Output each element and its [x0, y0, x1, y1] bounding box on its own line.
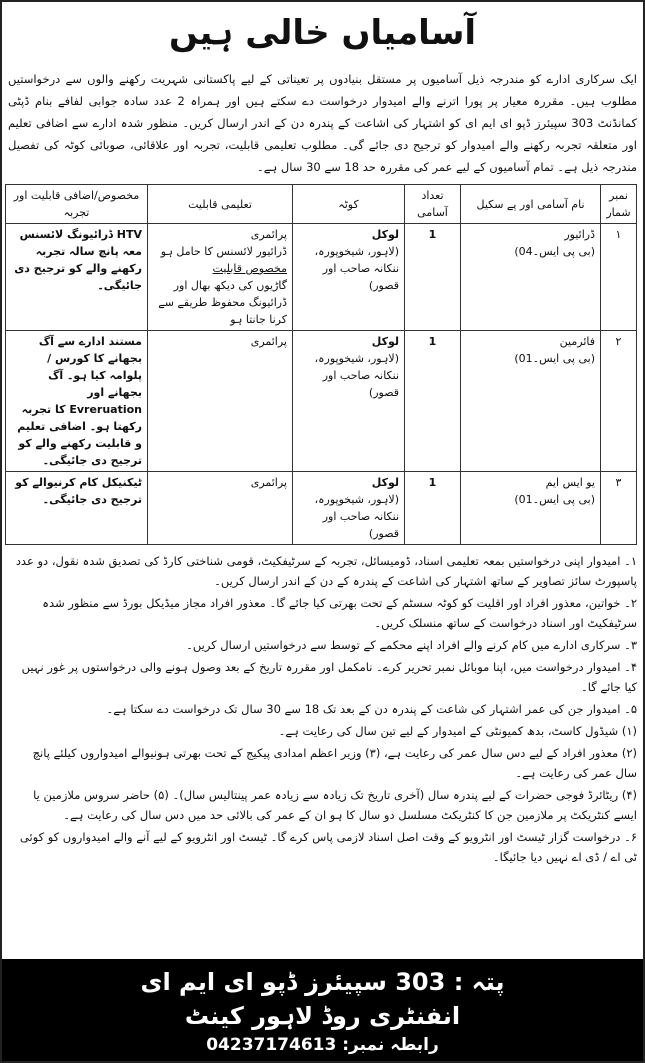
education-cell — [148, 224, 293, 331]
pay-scale: (بی پی ایس۔04) — [514, 245, 595, 258]
experience-cell: HTV ڈرائیونگ لائسنس معہ پانچ سالہ تجربہ رکھنے والے کو ترجیح دی جائیگی۔ — [6, 224, 148, 331]
quota-line: ننکانہ صاحب اور قصور) — [322, 510, 399, 540]
instruction-item: ۱۔ امیدوار اپنی درخواستیں بمعہ تعلیمی اسناد، ڈومیسائل، تجربہ کے سرٹیفکیٹ، قومی شناختی کارڈ کی تصدیق شدہ نقول، دو عدد پاسپورٹ سائز تصاویر کے ساتھ اشتہار کی اشاعت کے پندرہ کے دن کے اندر ارسال کریں۔ — [15, 554, 637, 588]
post-cell — [461, 224, 601, 331]
instruction-item: (۱) شیڈول کاسٹ، بدھ کمیونٹی کے امیدوار کے لیے تین سال کی رعایت ہے۔ — [278, 724, 637, 738]
address-line: پتہ : 303 سپیئرز ڈپو ای ایم ای — [140, 968, 505, 996]
education-line: پرائمری — [250, 335, 287, 348]
vacancies-table — [5, 184, 637, 545]
count-cell: 1 — [405, 224, 461, 331]
post-cell — [461, 472, 601, 545]
serial-cell: ۱ — [601, 224, 637, 331]
quota-cell — [293, 472, 405, 545]
pay-scale: (بی پی ایس۔01) — [514, 352, 595, 365]
education-line: پرائمری — [250, 228, 287, 241]
instruction-item: (۴) ریٹائرڈ فوجی حضرات کے لیے پندرہ سال (آخری تاریخ تک زیادہ سے زیادہ عمر پینتالیس سال)۔ (۵) حاضر سروس ملازمین یا ایسے کنٹریکٹ پر ملازمین جن کا کنٹریکٹ مسلسل دو سال کا ہو ان کے عمر کی بالائی حد میں دس سال کی رعایت ہے۔ — [33, 788, 637, 822]
instruction-item: ۴۔ امیدوار درخواست میں، اپنا موبائل نمبر تحریر کرے۔ نامکمل اور مقررہ تاریخ کے بعد وصول ہونے والی درخواستوں پر غور نہیں کیا جائے گا۔ — [21, 660, 637, 694]
quota-line: ننکانہ صاحب اور قصور) — [322, 262, 399, 292]
quota-cell — [293, 224, 405, 331]
pay-scale: (بی پی ایس۔01) — [514, 493, 595, 506]
header-education: تعلیمی قابلیت — [148, 185, 293, 224]
experience-cell: مستند ادارے سے آگ بجھانے کا کورس / پلوامہ کیا ہو۔ آگ بجھانے اور Evreruation کا تجربہ رکھتا ہو۔ اضافی تعلیم و قابلیت رکھنے والے کو ترجیح دی جائیگی۔ — [6, 331, 148, 472]
serial-cell: ۳ — [601, 472, 637, 545]
instruction-item: ۶۔ درخواست گزار ٹیسٹ اور انٹرویو کے وقت اصل اسناد لازمی پاس کرے گا۔ ٹیسٹ اور انٹرویو کے لیے آنے والے امیدواروں کو کوئی ٹی اے / ڈی اے نہیں دیا جائیگا۔ — [19, 830, 637, 864]
quota-cell — [293, 331, 405, 472]
instruction-item: ۲۔ خواتین، معذور افراد اور اقلیت کو کوٹہ سسٹم کے تحت بھرتی کیا جائے گا۔ معذور افراد مجاز میڈیکل بورڈ سے منظور شدہ سرٹیفکیٹ اور اسناد درخواست کے ساتھ منسلک کریں۔ — [42, 596, 637, 630]
table-row — [6, 472, 637, 545]
table-row — [6, 331, 637, 472]
address-footer — [2, 959, 643, 1061]
instructions-list — [8, 551, 637, 867]
instruction-item: (۲) معذور افراد کے لیے دس سال عمر کی رعایت ہے، (۳) وزیر اعظم امدادی پیکیج کے تحت بھرتی ہونیوالے امیدواروں کیلئے پانچ سال عمر کی رعایت ہے۔ — [32, 746, 637, 780]
quota-title: لوکل — [371, 335, 399, 348]
count-cell: 1 — [405, 331, 461, 472]
quota-title: لوکل — [371, 476, 399, 489]
header-experience: مخصوص/اضافی قابلیت اور تجربہ — [6, 185, 148, 224]
post-name: یو ایس ایم — [545, 476, 595, 489]
table-row — [6, 224, 637, 331]
address-line: انفنٹری روڈ لاہور کینٹ — [184, 1002, 461, 1030]
quota-line: (لاہور، شیخوپورہ، — [314, 493, 399, 506]
header-count: تعداد آسامی — [405, 185, 461, 224]
education-line: پرائمری — [250, 476, 287, 489]
quota-title: لوکل — [371, 228, 399, 241]
quota-line: ننکانہ صاحب اور قصور) — [322, 369, 399, 399]
quota-line: (لاہور، شیخوپورہ، — [314, 245, 399, 258]
education-line: گاڑیوں کی دیکھ بھال اور ڈرائیونگ محفوظ طریقے سے کرنا جانتا ہو — [158, 279, 287, 326]
education-cell — [148, 331, 293, 472]
instruction-item: ۳۔ سرکاری ادارے میں کام کرنے والے افراد اپنے محکمے کے توسط سے درخواستیں ارسال کریں۔ — [186, 638, 637, 652]
quota-line: (لاہور، شیخوپورہ، — [314, 352, 399, 365]
education-cell — [148, 472, 293, 545]
post-name: ڈرائیور — [564, 228, 595, 241]
instruction-item: ۵۔ امیدوار جن کی عمر اشتہار کی شاعت کے پندرہ دن کے بعد تک 18 سے 30 سال تک درخواست دے سکتا ہے۔ — [106, 702, 637, 716]
contact-number: رابطہ نمبر: 04237174613 — [206, 1035, 439, 1055]
header-post: نام آسامی اور پے سکیل — [461, 185, 601, 224]
post-cell — [461, 331, 601, 472]
post-name: فائرمین — [559, 335, 595, 348]
ad-title: آسامیاں خالی ہیں — [168, 13, 477, 53]
education-line: ڈرائیور لائسنس کا حامل ہو — [160, 245, 287, 258]
intro-paragraph: ایک سرکاری ادارے کو مندرجہ ذیل آسامیوں پر مستقل بنیادوں پر تعیناتی کے لیے پاکستانی شہریت رکھنے والوں سے درخواستیں مطلوب ہیں۔ مقررہ معیار پر پورا اترنے والے امیدوار درخواست دے سکتے ہیں اور ہمراہ 2 عدد سادہ جوابی لفافے بنام ڈپٹی کمانڈنٹ 303 سپیئرز ڈپو ای ایم ای کو اشتہار کی اشاعت کے پندرہ دن کے اندر ارسال کریں۔ منظور شدہ ادارے سے اضافی تعلیم اور متعلقہ تجربہ رکھنے والے امیدوار کو ترجیح دی جائے گی۔ مطلوب تعلیمی قابلیت، تجربہ اور علاقائی، صوبائی کوٹہ کی تفصیل مندرجہ ذیل ہے۔ تمام آسامیوں کے لیے عمر کی مقررہ حد 18 سے 30 سال ہے۔ — [8, 72, 637, 174]
experience-cell: ٹیکنیکل کام کرنیوالے کو ترجیح دی جائیگی۔ — [6, 472, 148, 545]
count-cell: 1 — [405, 472, 461, 545]
special-qualification-heading: مخصوص قابلیت — [212, 262, 287, 275]
serial-cell: ۲ — [601, 331, 637, 472]
header-serial: نمبر شمار — [601, 185, 637, 224]
ad-body — [2, 2, 643, 953]
table-header-row — [6, 185, 637, 224]
header-quota: کوٹہ — [293, 185, 405, 224]
